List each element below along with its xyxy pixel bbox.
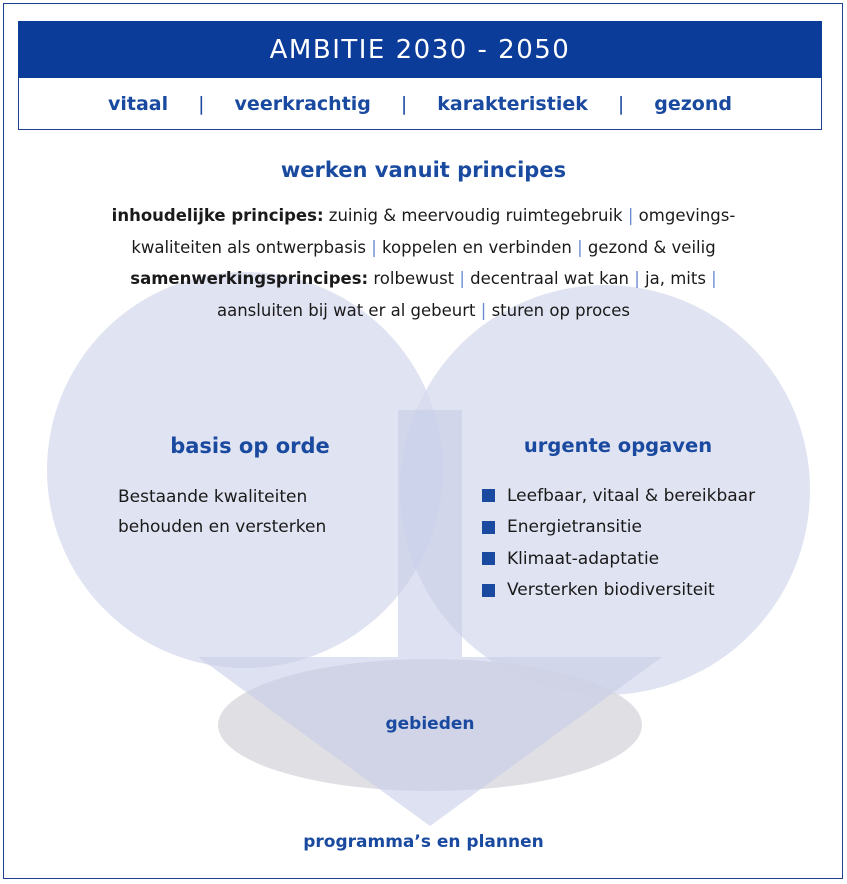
principle-text: aansluiten bij wat er al gebeurt	[217, 300, 481, 320]
value-separator: |	[617, 92, 625, 115]
urgent-item-label: Klimaat-adaptatie	[507, 548, 660, 569]
list-item	[482, 575, 812, 607]
principle-text: koppelen en verbinden	[376, 237, 578, 257]
programs-label: programma’s en plannen	[303, 832, 544, 852]
ambition-title: AMBITIE 2030 - 2050	[269, 34, 571, 65]
list-item	[482, 512, 812, 544]
value-vitaal: vitaal	[108, 92, 169, 115]
principle-text: kwaliteiten als ontwerpbasis	[131, 237, 372, 257]
content-principles-label: inhoudelijke principes:	[111, 206, 324, 225]
principles-title: werken vanuit principes	[280, 158, 567, 182]
urgent-list	[482, 480, 812, 606]
value-veerkrachtig: veerkrachtig	[234, 92, 371, 115]
principles-line-2	[30, 232, 817, 264]
square-bullet-icon	[482, 489, 495, 502]
square-bullet-icon	[482, 521, 495, 534]
value-gezond: gezond	[654, 92, 732, 115]
principle-separator: |	[459, 269, 465, 288]
square-bullet-icon	[482, 584, 495, 597]
principles-text	[30, 200, 817, 326]
values-bar	[18, 78, 822, 130]
square-bullet-icon	[482, 552, 495, 565]
value-separator: |	[400, 92, 408, 115]
principle-text: zuinig & meervoudig ruimtegebruik	[323, 206, 628, 225]
list-item	[482, 543, 812, 575]
urgent-item-label: Energietransitie	[507, 517, 642, 538]
basis-line-1: Bestaande kwaliteiten	[118, 487, 308, 507]
principle-separator: |	[627, 206, 634, 225]
principle-text: sturen op proces	[486, 300, 630, 320]
value-karakteristiek: karakteristiek	[437, 92, 588, 115]
cooperation-principles-label: samenwerkingsprincipes:	[130, 269, 369, 288]
principles-line-3	[30, 263, 817, 295]
urgent-title: urgente opgaven	[523, 434, 713, 457]
principle-separator: |	[711, 269, 717, 288]
principle-text: decentraal wat kan	[464, 269, 635, 288]
principle-separator: |	[371, 237, 377, 257]
principle-text: rolbewust	[368, 269, 460, 288]
list-item	[482, 480, 812, 512]
principle-separator: |	[480, 300, 487, 320]
urgent-item-label: Versterken biodiversiteit	[507, 580, 715, 601]
basis-title: basis op orde	[170, 434, 330, 458]
basis-circle	[47, 272, 443, 668]
principle-separator: |	[634, 269, 640, 288]
value-separator: |	[198, 92, 205, 115]
principle-text: omgevings-	[633, 206, 736, 225]
principles-line-1	[30, 200, 817, 232]
ambition-header	[18, 21, 822, 78]
areas-label: gebieden	[385, 714, 475, 734]
principle-text: gezond & veilig	[582, 237, 716, 257]
basis-line-2: behouden en versterken	[118, 517, 327, 537]
principles-line-4	[30, 295, 817, 327]
principle-text: ja, mits	[639, 269, 712, 288]
urgent-item-label: Leefbaar, vitaal & bereikbaar	[507, 485, 756, 506]
basis-text	[118, 482, 398, 542]
principle-separator: |	[577, 237, 583, 257]
